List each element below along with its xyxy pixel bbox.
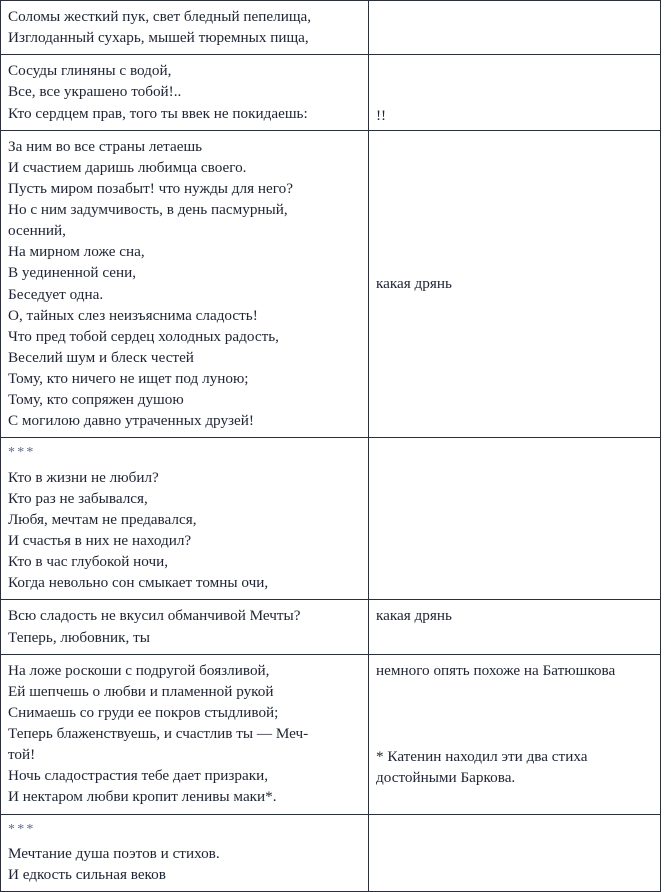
verse-line: В уединенной сени, (8, 264, 137, 282)
table-row (1, 654, 661, 814)
verse-line: Веселий шум и блеск честей (8, 348, 194, 366)
marginal-note-cell (369, 1, 661, 55)
verse-line: осенний, (8, 222, 66, 240)
table-row (1, 130, 661, 438)
marginal-note-line: какая дрянь (376, 607, 452, 625)
note-blank-line (376, 725, 653, 746)
verse-text-cell (1, 438, 369, 600)
verse-line: Все, все украшено тобой!.. (8, 83, 182, 101)
verse-line: Ночь сладострастия тебе дает призраки, (8, 767, 269, 785)
verse-line: С могилою давно утраченных друзей! (8, 412, 254, 430)
marginal-note-cell (369, 438, 661, 600)
footnote-line: * Катенин находил эти два стиха (376, 748, 588, 766)
verse-line: И едкость сильная веков (8, 865, 166, 883)
table-row (1, 600, 661, 654)
verse-line: Когда невольно сон смыкает томны очи, (8, 574, 269, 592)
verse-line: Ей шепчешь о любви и пламенной рукой (8, 682, 274, 700)
verse-line: Кто в жизни не любил? (8, 468, 159, 486)
marginal-note-cell (369, 55, 661, 130)
verse-line: И счастья в них не находил? (8, 532, 192, 550)
verse-text-cell (1, 814, 369, 892)
verse-line: Кто в час глубокой ночи, (8, 553, 169, 571)
marginal-note-cell (369, 130, 661, 438)
marginal-note-line: немного опять похоже на Батюшкова (376, 661, 616, 679)
table-body (1, 1, 661, 892)
verse-line: Но с ним задумчивость, в день пасмурный, (8, 201, 288, 218)
verse-text-cell (1, 654, 369, 814)
table-row (1, 814, 661, 892)
marginal-note-cell (369, 600, 661, 654)
verse-line: Что пред тобой сердец холодных радость, (8, 327, 279, 345)
verse-line: Любя, мечтам не предавался, (8, 510, 197, 528)
verse-line: Тому, кто ничего не ищет под луною; (8, 370, 249, 387)
marginal-note-line: !! (376, 106, 387, 124)
verse-line: Всю сладость не вкусил обманчивой Мечты? (8, 607, 301, 625)
verse-line: Соломы жесткий пук, свет бледный пепелища, (8, 8, 312, 25)
verse-line: О, тайных слез неизъяснима сладость! (8, 306, 258, 324)
table-row (1, 438, 661, 600)
marginal-note-cell (369, 814, 661, 892)
verse-line: Тому, кто сопряжен душою (8, 391, 184, 409)
verse-line: Кто раз не забывался, (8, 489, 148, 507)
verse-line: Пусть миром позабыт! что нужды для него? (8, 179, 293, 197)
verse-text-cell (1, 1, 369, 55)
verse-line: За ним во все страны летаешь (8, 137, 203, 155)
verse-text-cell (1, 600, 369, 654)
verse-line: Изглоданный сухарь, мышей тюремных пища, (8, 29, 309, 47)
verse-line: Беседует одна. (8, 285, 104, 303)
verse-line: Сосуды глиняны с водой, (8, 62, 172, 80)
table-row (1, 55, 661, 130)
verse-line: Мечтание душа поэтов и стихов. (8, 844, 220, 862)
verse-line: И нектаром любви кропит ленивы маки*. (8, 788, 277, 806)
marginal-note-line: какая дрянь (376, 274, 452, 292)
verse-line: На ложе роскоши с подругой боязливой, (8, 661, 270, 679)
marginal-note-cell (369, 654, 661, 814)
verse-line: Снимаешь со груди ее покров стыдливой; (8, 703, 279, 721)
verse-text-cell (1, 130, 369, 438)
section-separator: *** (8, 445, 36, 461)
verse-line: Теперь блаженствуешь, и счастлив ты — Меч- (8, 725, 309, 743)
note-blank-line (376, 683, 653, 704)
verse-line: И счастием даришь любимца своего. (8, 158, 247, 176)
verse-line: той! (8, 746, 36, 764)
section-separator: *** (8, 821, 36, 837)
verse-line: Кто сердцем прав, того ты ввек не покидаешь: (8, 104, 308, 122)
verse-line: Теперь, любовник, ты (8, 628, 150, 646)
footnote-line: достойными Баркова. (376, 769, 516, 787)
table-row (1, 1, 661, 55)
verse-text-cell (1, 55, 369, 130)
verse-line: На мирном ложе сна, (8, 243, 145, 261)
note-blank-line (376, 704, 653, 725)
